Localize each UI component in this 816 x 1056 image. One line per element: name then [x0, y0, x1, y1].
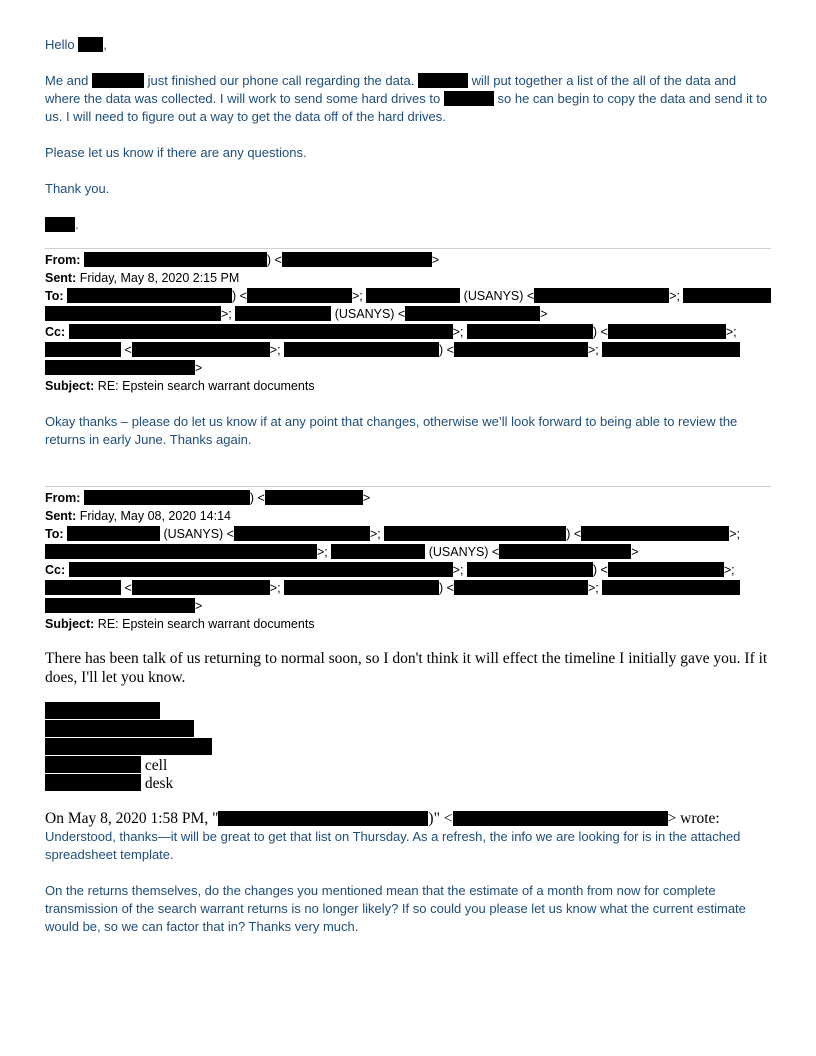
redaction — [683, 288, 771, 303]
redaction — [247, 288, 352, 303]
quote-header: On May 8, 2020 1:58 PM, " )" < > wrote: — [45, 810, 720, 827]
redaction — [581, 526, 729, 541]
redaction — [45, 598, 195, 613]
to-line: To: ) < >; (USANYS) < >; — [45, 287, 771, 305]
redaction — [405, 306, 540, 321]
paragraph: Me and just finished our phone call regarding the data. will put together a list of the all of the data and where the data was collected. I will work to send some hard drives to so he can begin to copy the data and send it to us. I will need to figure out a way to get the data off of the hard drives. — [45, 73, 768, 124]
email-2-header — [45, 251, 771, 395]
signature-line — [45, 738, 771, 756]
redaction — [69, 562, 453, 577]
redaction — [235, 306, 331, 321]
paragraph: Thank you. — [45, 181, 110, 196]
paragraph: Please let us know if there are any questions. — [45, 145, 307, 160]
cc-line-cont: < >; ) < >; — [45, 579, 771, 597]
redaction — [84, 490, 250, 505]
redaction — [45, 756, 141, 773]
redaction — [454, 580, 588, 595]
from-line: From: ) < > — [45, 491, 371, 505]
email-3-header — [45, 489, 771, 633]
redaction — [534, 288, 669, 303]
redaction — [384, 526, 566, 541]
redaction — [467, 562, 593, 577]
paragraph: On the returns themselves, do the changes you mentioned mean that the estimate of a month from now for complete transmission of the search warrant returns is no longer likely? If so could you please let us know what the current estimate would be, so we can factor that in? Thanks very much. — [45, 883, 746, 934]
redaction — [418, 73, 468, 88]
sent-line: Sent: Friday, May 08, 2020 14:14 — [45, 509, 231, 523]
redaction — [69, 324, 453, 339]
divider — [45, 486, 771, 487]
to-line-cont: >; (USANYS) < > — [45, 305, 771, 323]
signature-line: cell — [45, 756, 771, 774]
signature: . — [45, 216, 771, 234]
redaction — [84, 252, 267, 267]
redaction — [467, 324, 593, 339]
signature-line: desk — [45, 774, 771, 792]
redaction — [602, 342, 740, 357]
redaction — [284, 342, 439, 357]
redaction — [45, 720, 194, 737]
redaction — [45, 544, 317, 559]
cc-line-cont: > — [45, 597, 771, 615]
redaction — [454, 342, 588, 357]
cc-line: Cc: >; ) < >; — [45, 325, 737, 339]
paragraph: Understood, thanks—it will be great to get that list on Thursday. As a refresh, the info we are looking for is in the attached spreadsheet template. — [45, 829, 741, 862]
paragraph: Okay thanks – please do let us know if at any point that changes, otherwise we’ll look forward to being able to review the returns in early June. Thanks again. — [45, 414, 738, 447]
to-line: To: (USANYS) < >; ) < >; — [45, 527, 740, 541]
redaction — [234, 526, 370, 541]
greeting-line: Hello , — [45, 37, 107, 52]
redaction — [453, 811, 668, 826]
redaction — [45, 580, 121, 595]
redaction — [132, 342, 270, 357]
redaction — [265, 490, 363, 505]
subject-line: Subject: RE: Epstein search warrant documents — [45, 379, 315, 393]
redaction — [444, 91, 494, 106]
redaction — [92, 73, 144, 88]
from-line: From: ) < > — [45, 253, 440, 267]
email-4-body — [45, 828, 771, 936]
redaction — [499, 544, 631, 559]
cc-line: Cc: >; ) < >; — [45, 563, 735, 577]
redaction — [45, 360, 195, 375]
redaction — [45, 738, 212, 755]
redaction — [45, 774, 141, 791]
to-line-cont: >; (USANYS) < > — [45, 543, 771, 561]
email-document — [45, 36, 771, 954]
redaction — [45, 342, 121, 357]
email-2-body — [45, 413, 771, 449]
email-1-body — [45, 36, 771, 234]
redaction — [284, 580, 439, 595]
redaction — [67, 526, 160, 541]
cc-line-cont: < >; ) < >; — [45, 341, 771, 359]
redaction — [608, 562, 724, 577]
redaction — [45, 702, 160, 719]
redaction — [602, 580, 740, 595]
redaction — [45, 306, 221, 321]
redaction — [78, 37, 103, 52]
redaction — [282, 252, 432, 267]
divider — [45, 248, 771, 249]
email-3-body: There has been talk of us returning to normal soon, so I don't think it will effect the timeline I initially gave you. If it does, I'll let you know. — [45, 650, 768, 686]
signature-line — [45, 702, 771, 720]
cc-line-cont: > — [45, 359, 771, 377]
redaction — [366, 288, 460, 303]
redaction — [608, 324, 726, 339]
signature-line — [45, 720, 771, 738]
sent-line: Sent: Friday, May 8, 2020 2:15 PM — [45, 271, 240, 285]
redaction — [67, 288, 232, 303]
redaction — [218, 811, 428, 826]
subject-line: Subject: RE: Epstein search warrant documents — [45, 617, 315, 631]
redaction — [331, 544, 425, 559]
signature-block — [45, 702, 771, 792]
redaction — [132, 580, 270, 595]
redaction — [45, 217, 75, 232]
